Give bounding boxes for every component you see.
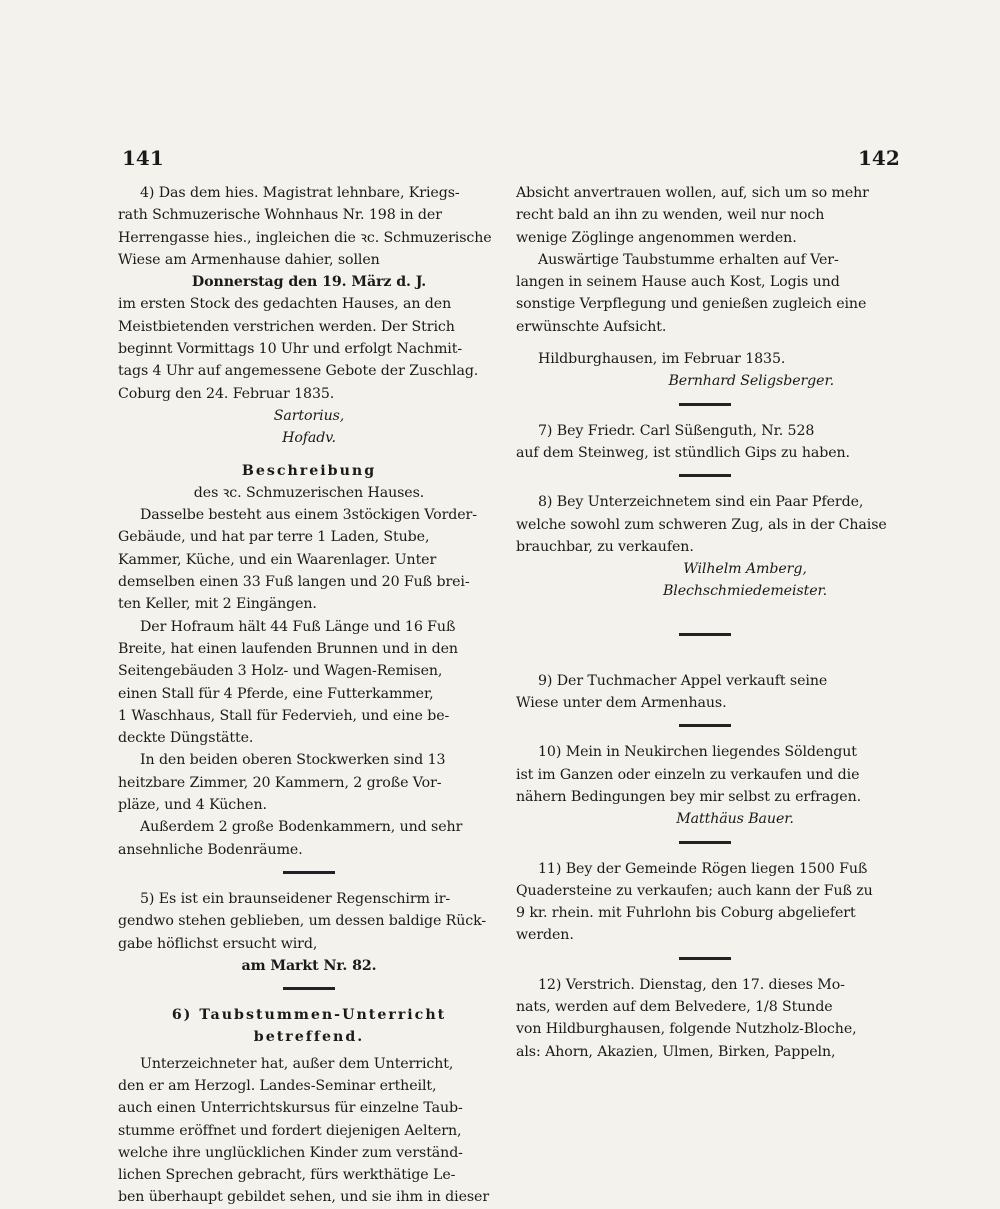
signature-title: Blechschmiedemeister. [662, 583, 828, 600]
text-line: 5) Es ist ein braunseidener Regenschirm ir- [140, 890, 451, 907]
left-column [118, 182, 500, 1209]
signature-name: Bernhard Seligsberger. [668, 373, 834, 390]
text-line: 4) Das dem hies. Magistrat lehnbare, Kriegs- [140, 185, 460, 201]
text-line: als: Ahorn, Akazien, Ulmen, Birken, Pappeln, [516, 1043, 836, 1060]
text-line: Wiese am Armenhause dahier, sollen [118, 251, 380, 268]
text-line: Auswärtige Taubstumme erhalten auf Ver- [538, 251, 839, 268]
text-line: Herrengasse hies., ingleichen die ꝛc. Schmuzerische [118, 229, 492, 246]
section-heading: betreffend. [253, 1029, 365, 1046]
text-line: In den beiden oberen Stockwerken sind 13 [140, 752, 446, 769]
text-line: ben überhaupt gebildet sehen, und sie ihm in dieser [118, 1189, 490, 1206]
section-subheading: des ꝛc. Schmuzerischen Hauses. [193, 484, 425, 501]
item-5-notice [118, 888, 500, 977]
text-line: stumme eröffnet und fordert diejenigen Aeltern, [118, 1122, 462, 1139]
text-line: sonstige Verpflegung und genießen zugleich eine [516, 296, 867, 313]
text-line: 12) Verstrich. Dienstag, den 17. dieses Mo- [538, 976, 845, 993]
item-8-notice [516, 491, 894, 602]
section-divider [679, 633, 731, 636]
text-line: ansehnliche Bodenräume. [118, 841, 303, 858]
section-divider [283, 987, 335, 990]
text-line: heitzbare Zimmer, 20 Kammern, 2 große Vor- [118, 774, 442, 791]
text-line: von Hildburghausen, folgende Nutzholz-Bloche, [516, 1021, 857, 1038]
signature-name: Sartorius, [273, 407, 345, 424]
text-line: werden. [516, 927, 574, 944]
page-number-right: 142 [858, 146, 900, 170]
section-divider [679, 841, 731, 844]
text-line: 1 Waschhaus, Stall für Federvieh, und eine be- [118, 707, 450, 724]
text-line: nähern Bedingungen bey mir selbst zu erfragen. [516, 788, 862, 805]
item-6-notice [118, 1004, 500, 1209]
section-divider [283, 871, 335, 874]
text-line: Außerdem 2 große Bodenkammern, und sehr [140, 819, 463, 836]
house-description [118, 460, 500, 861]
text-line: 8) Bey Unterzeichnetem sind ein Paar Pferde, [538, 494, 864, 511]
text-line: Unterzeichneter hat, außer dem Unterricht, [140, 1055, 454, 1072]
section-divider [679, 957, 731, 960]
signature-name: Wilhelm Amberg, [683, 561, 807, 578]
text-line: Quadersteine zu verkaufen; auch kann der Fuß zu [516, 882, 873, 899]
text-line: auch einen Unterrichtskursus für einzelne Taub- [118, 1100, 463, 1117]
text-line: 7) Bey Friedr. Carl Süßenguth, Nr. 528 [538, 422, 815, 439]
item-12-notice [516, 974, 894, 1063]
text-line: 10) Mein in Neukirchen liegendes Söldengut [538, 744, 857, 761]
text-line: 9 kr. rhein. mit Fuhrlohn bis Coburg abgeliefert [516, 905, 856, 922]
text-line: im ersten Stock des gedachten Hauses, an den [118, 296, 452, 313]
text-line: gendwo stehen geblieben, um dessen baldige Rück- [118, 913, 487, 930]
text-line: Gebäude, und hat par terre 1 Laden, Stube, [118, 529, 430, 546]
text-line: lichen Sprechen gebracht, fürs werkthätige Le- [118, 1167, 456, 1184]
text-line: demselben einen 33 Fuß langen und 20 Fuß brei- [118, 574, 470, 591]
text-line: welche sowohl zum schweren Zug, als in der Chaise [516, 516, 887, 533]
text-line: brauchbar, zu verkaufen. [516, 538, 694, 555]
text-line: pläze, und 4 Küchen. [118, 797, 267, 814]
place-date: Coburg den 24. Februar 1835. [118, 385, 335, 402]
text-line: Seitengebäuden 3 Holz- und Wagen-Remisen, [118, 663, 443, 680]
address: am Markt Nr. 82. [241, 957, 377, 974]
right-column [516, 182, 894, 1063]
text-line: tags 4 Uhr auf angemessene Gebote der Zuschlag. [118, 363, 479, 380]
text-line: 11) Bey der Gemeinde Rögen liegen 1500 Fuß [538, 860, 868, 877]
text-line: Kammer, Küche, und ein Waarenlager. Unter [118, 551, 437, 568]
text-line: beginnt Vormittags 10 Uhr und erfolgt Nachmit- [118, 341, 463, 358]
text-line: Meistbietenden verstrichen werden. Der Strich [118, 318, 455, 335]
section-divider [679, 474, 731, 477]
text-line: Dasselbe besteht aus einem 3stöckigen Vorder- [140, 507, 477, 524]
text-line: langen in seinem Hause auch Kost, Logis und [516, 274, 840, 291]
text-line: Wiese unter dem Armenhaus. [516, 695, 727, 712]
place-date: Hildburghausen, im Februar 1835. [538, 351, 786, 368]
section-heading: Beschreibung [241, 462, 377, 479]
item-11-notice [516, 858, 894, 947]
section-divider [679, 403, 731, 406]
text-line: nats, werden auf dem Belvedere, 1/8 Stunde [516, 999, 833, 1016]
text-line: ist im Ganzen oder einzeln zu verkaufen und die [516, 766, 860, 783]
text-line: ten Keller, mit 2 Eingängen. [118, 596, 317, 613]
text-line: gabe höflichst ersucht wird, [118, 935, 318, 952]
item-9-notice [516, 670, 894, 715]
text-line: welche ihre unglücklichen Kinder zum verständ- [118, 1144, 463, 1161]
text-line: 9) Der Tuchmacher Appel verkauft seine [538, 672, 828, 689]
page-number-left: 141 [122, 146, 164, 170]
section-heading: 6) Taubstummen-Unterricht [171, 1007, 447, 1024]
text-line: auf dem Steinweg, ist stündlich Gips zu haben. [516, 444, 850, 461]
text-line: rath Schmuzerische Wohnhaus Nr. 198 in der [118, 207, 442, 224]
item-4-notice [118, 182, 500, 450]
item-10-notice [516, 741, 894, 830]
text-line: Absicht anvertrauen wollen, auf, sich um so mehr [516, 185, 869, 201]
text-line: erwünschte Aufsicht. [516, 318, 667, 335]
signature-title: Hofadv. [282, 430, 336, 447]
section-divider [679, 724, 731, 727]
auction-date: Donnerstag den 19. März d. J. [191, 274, 427, 291]
item-6-continued [516, 182, 894, 393]
signature-name: Matthäus Bauer. [676, 811, 794, 828]
text-line: den er am Herzogl. Landes-Seminar ertheilt, [118, 1077, 437, 1094]
text-line: Breite, hat einen laufenden Brunnen und in den [118, 640, 458, 657]
text-line: recht bald an ihn zu wenden, weil nur noch [516, 207, 825, 224]
text-line: Der Hofraum hält 44 Fuß Länge und 16 Fuß [140, 618, 456, 635]
item-7-notice [516, 420, 894, 465]
text-line: wenige Zöglinge angenommen werden. [516, 229, 797, 246]
text-line: deckte Düngstätte. [118, 730, 254, 747]
text-line: einen Stall für 4 Pferde, eine Futterkammer, [118, 685, 434, 702]
